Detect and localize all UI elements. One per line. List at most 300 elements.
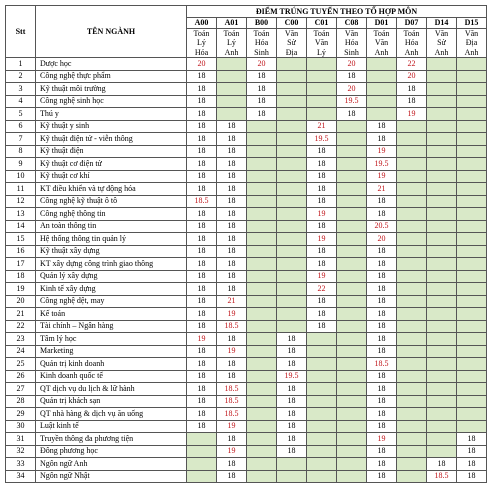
empty-score-cell bbox=[427, 195, 457, 208]
subject-label: Văn bbox=[374, 38, 389, 48]
empty-score-cell bbox=[277, 58, 307, 71]
empty-score-cell bbox=[337, 445, 367, 458]
table-row bbox=[6, 333, 487, 346]
empty-score-cell bbox=[277, 320, 307, 333]
score-cell: 18 bbox=[367, 458, 397, 471]
score-cell: 18 bbox=[217, 245, 247, 258]
empty-score-cell bbox=[247, 370, 277, 383]
score-cell: 18 bbox=[367, 395, 397, 408]
major-name: Công nghệ dệt, may bbox=[36, 295, 187, 308]
empty-score-cell bbox=[277, 258, 307, 271]
score-cell: 18 bbox=[187, 308, 217, 321]
score-cell: 18 bbox=[187, 120, 217, 133]
row-number: 30 bbox=[6, 420, 36, 433]
empty-score-cell bbox=[397, 383, 427, 396]
score-cell: 18 bbox=[307, 245, 337, 258]
score-cell: 18.5 bbox=[217, 383, 247, 396]
combo-subjects-d07 bbox=[397, 29, 427, 58]
empty-score-cell bbox=[277, 208, 307, 221]
table-row bbox=[6, 195, 487, 208]
score-cell: 18 bbox=[217, 233, 247, 246]
score-cell: 18 bbox=[277, 433, 307, 446]
row-number: 22 bbox=[6, 320, 36, 333]
empty-score-cell bbox=[457, 158, 487, 171]
score-cell: 19 bbox=[217, 345, 247, 358]
empty-score-cell bbox=[397, 270, 427, 283]
empty-score-cell bbox=[337, 258, 367, 271]
empty-score-cell bbox=[457, 370, 487, 383]
major-name: Kỹ thuật y sinh bbox=[36, 120, 187, 133]
empty-score-cell bbox=[307, 395, 337, 408]
score-cell: 18 bbox=[457, 470, 487, 483]
score-cell: 18 bbox=[367, 270, 397, 283]
table-row bbox=[6, 58, 487, 71]
empty-score-cell bbox=[247, 458, 277, 471]
score-cell: 18 bbox=[367, 208, 397, 221]
row-number: 17 bbox=[6, 258, 36, 271]
table-row bbox=[6, 270, 487, 283]
empty-score-cell bbox=[277, 70, 307, 83]
empty-score-cell bbox=[337, 158, 367, 171]
score-cell: 18 bbox=[367, 333, 397, 346]
subject-label: Anh bbox=[404, 47, 419, 57]
empty-score-cell bbox=[397, 358, 427, 371]
score-cell: 18 bbox=[277, 420, 307, 433]
row-number: 32 bbox=[6, 445, 36, 458]
empty-score-cell bbox=[397, 233, 427, 246]
table-row bbox=[6, 320, 487, 333]
score-cell: 18 bbox=[217, 433, 247, 446]
subject-label: Anh bbox=[374, 47, 389, 57]
empty-score-cell bbox=[427, 220, 457, 233]
empty-score-cell bbox=[427, 58, 457, 71]
empty-score-cell bbox=[397, 395, 427, 408]
table-row bbox=[6, 220, 487, 233]
row-number: 3 bbox=[6, 83, 36, 96]
empty-score-cell bbox=[427, 145, 457, 158]
score-cell: 18 bbox=[337, 108, 367, 121]
score-cell: 18 bbox=[187, 95, 217, 108]
score-cell: 18 bbox=[277, 345, 307, 358]
empty-score-cell bbox=[277, 83, 307, 96]
empty-score-cell bbox=[277, 220, 307, 233]
empty-score-cell bbox=[277, 120, 307, 133]
table-row bbox=[6, 345, 487, 358]
empty-score-cell bbox=[277, 145, 307, 158]
subject-label: Hóa bbox=[344, 38, 359, 48]
empty-score-cell bbox=[427, 133, 457, 146]
empty-score-cell bbox=[187, 470, 217, 483]
row-number: 11 bbox=[6, 183, 36, 196]
empty-score-cell bbox=[307, 333, 337, 346]
score-cell: 19 bbox=[307, 208, 337, 221]
major-name: Quản trị khách sạn bbox=[36, 395, 187, 408]
row-number: 24 bbox=[6, 345, 36, 358]
empty-score-cell bbox=[397, 158, 427, 171]
empty-score-cell bbox=[427, 233, 457, 246]
table-row bbox=[6, 70, 487, 83]
row-number: 8 bbox=[6, 145, 36, 158]
row-number: 19 bbox=[6, 283, 36, 296]
empty-score-cell bbox=[427, 383, 457, 396]
score-cell: 18 bbox=[307, 183, 337, 196]
empty-score-cell bbox=[277, 183, 307, 196]
empty-score-cell bbox=[457, 170, 487, 183]
combo-subjects-d01 bbox=[367, 29, 397, 58]
empty-score-cell bbox=[247, 170, 277, 183]
empty-score-cell bbox=[457, 258, 487, 271]
empty-score-cell bbox=[427, 83, 457, 96]
score-cell: 19 bbox=[217, 420, 247, 433]
empty-score-cell bbox=[337, 120, 367, 133]
score-cell: 18 bbox=[217, 283, 247, 296]
score-cell: 19.5 bbox=[307, 133, 337, 146]
empty-score-cell bbox=[457, 345, 487, 358]
empty-score-cell bbox=[307, 70, 337, 83]
score-cell: 18 bbox=[187, 283, 217, 296]
empty-score-cell bbox=[247, 320, 277, 333]
score-cell: 18 bbox=[277, 408, 307, 421]
subject-label: Toán bbox=[403, 29, 420, 38]
major-name: Đông phương học bbox=[36, 445, 187, 458]
empty-score-cell bbox=[397, 420, 427, 433]
empty-score-cell bbox=[457, 233, 487, 246]
table-row bbox=[6, 383, 487, 396]
empty-score-cell bbox=[427, 170, 457, 183]
empty-score-cell bbox=[427, 433, 457, 446]
empty-score-cell bbox=[427, 320, 457, 333]
score-cell: 18 bbox=[367, 345, 397, 358]
empty-score-cell bbox=[247, 220, 277, 233]
score-cell: 20 bbox=[397, 70, 427, 83]
score-cell: 18 bbox=[397, 95, 427, 108]
row-number: 16 bbox=[6, 245, 36, 258]
empty-score-cell bbox=[337, 320, 367, 333]
combo-subjects-c01 bbox=[307, 29, 337, 58]
empty-score-cell bbox=[337, 283, 367, 296]
score-cell: 18 bbox=[247, 108, 277, 121]
row-number: 14 bbox=[6, 220, 36, 233]
major-name: Dược học bbox=[36, 58, 187, 71]
empty-score-cell bbox=[247, 158, 277, 171]
row-number: 31 bbox=[6, 433, 36, 446]
empty-score-cell bbox=[307, 458, 337, 471]
combo-code-c00: C00 bbox=[277, 18, 307, 29]
row-number: 29 bbox=[6, 408, 36, 421]
score-cell: 18 bbox=[217, 208, 247, 221]
empty-score-cell bbox=[187, 458, 217, 471]
score-cell: 18 bbox=[217, 258, 247, 271]
empty-score-cell bbox=[367, 95, 397, 108]
score-cell: 18.5 bbox=[217, 408, 247, 421]
score-cell: 18 bbox=[367, 295, 397, 308]
empty-score-cell bbox=[277, 233, 307, 246]
table-row bbox=[6, 408, 487, 421]
empty-score-cell bbox=[307, 108, 337, 121]
major-name: Luật kinh tế bbox=[36, 420, 187, 433]
score-cell: 20 bbox=[337, 58, 367, 71]
empty-score-cell bbox=[307, 95, 337, 108]
empty-score-cell bbox=[397, 445, 427, 458]
score-cell: 18 bbox=[367, 320, 397, 333]
score-cell: 20 bbox=[337, 83, 367, 96]
empty-score-cell bbox=[337, 195, 367, 208]
score-cell: 18 bbox=[187, 183, 217, 196]
empty-score-cell bbox=[397, 433, 427, 446]
table-row bbox=[6, 120, 487, 133]
empty-score-cell bbox=[367, 83, 397, 96]
combo-code-d07: D07 bbox=[397, 18, 427, 29]
empty-score-cell bbox=[367, 70, 397, 83]
score-cell: 22 bbox=[307, 283, 337, 296]
admission-scores-table bbox=[5, 5, 487, 483]
score-cell: 18 bbox=[247, 95, 277, 108]
subject-label: Toán bbox=[193, 29, 210, 38]
combo-subjects-a00 bbox=[187, 29, 217, 58]
subject-label: Văn bbox=[314, 38, 329, 48]
empty-score-cell bbox=[427, 345, 457, 358]
row-number: 23 bbox=[6, 333, 36, 346]
major-name: KT xây dựng công trình giao thông bbox=[36, 258, 187, 271]
empty-score-cell bbox=[337, 233, 367, 246]
empty-score-cell bbox=[397, 320, 427, 333]
empty-score-cell bbox=[397, 470, 427, 483]
empty-score-cell bbox=[427, 95, 457, 108]
empty-score-cell bbox=[427, 208, 457, 221]
empty-score-cell bbox=[247, 408, 277, 421]
empty-score-cell bbox=[397, 308, 427, 321]
empty-score-cell bbox=[337, 295, 367, 308]
table-row bbox=[6, 183, 487, 196]
major-name: Công nghệ thực phẩm bbox=[36, 70, 187, 83]
combo-subjects-b00 bbox=[247, 29, 277, 58]
empty-score-cell bbox=[337, 383, 367, 396]
empty-score-cell bbox=[457, 108, 487, 121]
empty-score-cell bbox=[337, 333, 367, 346]
score-cell: 18 bbox=[217, 170, 247, 183]
score-cell: 18 bbox=[277, 358, 307, 371]
table-row bbox=[6, 308, 487, 321]
major-name: Quản lý xây dựng bbox=[36, 270, 187, 283]
empty-score-cell bbox=[427, 245, 457, 258]
row-number: 7 bbox=[6, 133, 36, 146]
score-cell: 18 bbox=[217, 270, 247, 283]
table-row bbox=[6, 295, 487, 308]
combo-subjects-a01 bbox=[217, 29, 247, 58]
score-cell: 18 bbox=[187, 345, 217, 358]
score-cell: 19 bbox=[307, 270, 337, 283]
major-name: Kinh tế xây dựng bbox=[36, 283, 187, 296]
empty-score-cell bbox=[427, 370, 457, 383]
score-cell: 18 bbox=[217, 195, 247, 208]
score-cell: 18 bbox=[307, 220, 337, 233]
score-cell: 18 bbox=[187, 108, 217, 121]
score-cell: 18 bbox=[457, 433, 487, 446]
table-row bbox=[6, 458, 487, 471]
score-cell: 19 bbox=[397, 108, 427, 121]
empty-score-cell bbox=[307, 433, 337, 446]
empty-score-cell bbox=[337, 133, 367, 146]
empty-score-cell bbox=[457, 58, 487, 71]
score-cell: 18 bbox=[187, 208, 217, 221]
table-row bbox=[6, 395, 487, 408]
empty-score-cell bbox=[457, 383, 487, 396]
major-name: Ngôn ngữ Nhật bbox=[36, 470, 187, 483]
score-cell: 18 bbox=[217, 333, 247, 346]
empty-score-cell bbox=[427, 270, 457, 283]
subject-label: Địa bbox=[465, 38, 478, 48]
score-cell: 18 bbox=[187, 70, 217, 83]
table-row bbox=[6, 445, 487, 458]
major-name: Kế toán bbox=[36, 308, 187, 321]
score-cell: 19 bbox=[217, 445, 247, 458]
empty-score-cell bbox=[337, 183, 367, 196]
empty-score-cell bbox=[247, 258, 277, 271]
subject-label: Sử bbox=[437, 38, 446, 48]
empty-score-cell bbox=[397, 458, 427, 471]
score-cell: 18 bbox=[307, 170, 337, 183]
score-cell: 18 bbox=[307, 145, 337, 158]
table-row bbox=[6, 470, 487, 483]
score-cell: 18 bbox=[187, 233, 217, 246]
table-row bbox=[6, 433, 487, 446]
score-cell: 18 bbox=[307, 295, 337, 308]
empty-score-cell bbox=[427, 120, 457, 133]
subject-label: Hóa bbox=[194, 47, 209, 57]
row-number: 27 bbox=[6, 383, 36, 396]
empty-score-cell bbox=[457, 120, 487, 133]
empty-score-cell bbox=[307, 358, 337, 371]
empty-score-cell bbox=[277, 470, 307, 483]
score-cell: 18 bbox=[427, 458, 457, 471]
combo-subjects-d15 bbox=[457, 29, 487, 58]
table-row bbox=[6, 133, 487, 146]
score-cell: 18 bbox=[187, 370, 217, 383]
subject-label: Hóa bbox=[404, 38, 419, 48]
empty-score-cell bbox=[247, 183, 277, 196]
major-name: Thú y bbox=[36, 108, 187, 121]
empty-score-cell bbox=[247, 445, 277, 458]
empty-score-cell bbox=[427, 395, 457, 408]
score-cell: 22 bbox=[397, 58, 427, 71]
empty-score-cell bbox=[457, 83, 487, 96]
empty-score-cell bbox=[217, 83, 247, 96]
score-cell: 18 bbox=[457, 445, 487, 458]
score-cell: 20.5 bbox=[367, 220, 397, 233]
table-row bbox=[6, 145, 487, 158]
empty-score-cell bbox=[217, 108, 247, 121]
subject-label: Toán bbox=[223, 29, 240, 38]
empty-score-cell bbox=[187, 433, 217, 446]
score-cell: 18 bbox=[367, 470, 397, 483]
empty-score-cell bbox=[367, 58, 397, 71]
major-name: QT dịch vụ du lịch & lữ hành bbox=[36, 383, 187, 396]
score-cell: 18 bbox=[217, 158, 247, 171]
empty-score-cell bbox=[457, 245, 487, 258]
row-number: 25 bbox=[6, 358, 36, 371]
score-cell: 18 bbox=[367, 308, 397, 321]
score-cell: 18 bbox=[187, 420, 217, 433]
empty-score-cell bbox=[427, 158, 457, 171]
empty-score-cell bbox=[217, 58, 247, 71]
combo-code-d01: D01 bbox=[367, 18, 397, 29]
empty-score-cell bbox=[217, 95, 247, 108]
empty-score-cell bbox=[307, 345, 337, 358]
score-cell: 18 bbox=[187, 408, 217, 421]
empty-score-cell bbox=[247, 333, 277, 346]
score-cell: 18 bbox=[187, 320, 217, 333]
score-cell: 18.5 bbox=[187, 195, 217, 208]
empty-score-cell bbox=[427, 358, 457, 371]
empty-score-cell bbox=[427, 308, 457, 321]
empty-score-cell bbox=[397, 170, 427, 183]
combo-code-a01: A01 bbox=[217, 18, 247, 29]
empty-score-cell bbox=[337, 208, 367, 221]
score-cell: 19.5 bbox=[337, 95, 367, 108]
empty-score-cell bbox=[427, 108, 457, 121]
score-cell: 18 bbox=[187, 133, 217, 146]
row-number: 1 bbox=[6, 58, 36, 71]
major-name: Kỹ thuật điện tử - viễn thông bbox=[36, 133, 187, 146]
table-row bbox=[6, 245, 487, 258]
score-cell: 18 bbox=[217, 133, 247, 146]
score-cell: 18 bbox=[187, 395, 217, 408]
score-cell: 19 bbox=[367, 145, 397, 158]
score-cell: 18 bbox=[367, 133, 397, 146]
empty-score-cell bbox=[247, 295, 277, 308]
empty-score-cell bbox=[277, 158, 307, 171]
major-name: Kỹ thuật cơ khí bbox=[36, 170, 187, 183]
empty-score-cell bbox=[427, 183, 457, 196]
empty-score-cell bbox=[397, 370, 427, 383]
subject-label: Văn bbox=[344, 29, 359, 38]
row-number: 5 bbox=[6, 108, 36, 121]
empty-score-cell bbox=[397, 258, 427, 271]
major-name: Kỹ thuật xây dựng bbox=[36, 245, 187, 258]
score-cell: 18 bbox=[217, 183, 247, 196]
empty-score-cell bbox=[457, 195, 487, 208]
score-cell: 18 bbox=[187, 145, 217, 158]
empty-score-cell bbox=[397, 195, 427, 208]
row-number: 33 bbox=[6, 458, 36, 471]
major-name: Tâm lý học bbox=[36, 333, 187, 346]
score-cell: 18 bbox=[367, 420, 397, 433]
table-row bbox=[6, 158, 487, 171]
empty-score-cell bbox=[457, 208, 487, 221]
score-cell: 18 bbox=[367, 195, 397, 208]
subject-label: Anh bbox=[224, 47, 239, 57]
empty-score-cell bbox=[457, 270, 487, 283]
empty-score-cell bbox=[277, 308, 307, 321]
empty-score-cell bbox=[397, 333, 427, 346]
row-number: 4 bbox=[6, 95, 36, 108]
empty-score-cell bbox=[457, 70, 487, 83]
score-cell: 18 bbox=[217, 120, 247, 133]
major-name-header: TÊN NGÀNH bbox=[36, 6, 187, 58]
major-name: Tài chính – Ngân hàng bbox=[36, 320, 187, 333]
empty-score-cell bbox=[247, 433, 277, 446]
empty-score-cell bbox=[247, 470, 277, 483]
empty-score-cell bbox=[247, 358, 277, 371]
score-cell: 18 bbox=[187, 83, 217, 96]
table-row bbox=[6, 283, 487, 296]
row-number: 2 bbox=[6, 70, 36, 83]
score-cell: 18 bbox=[187, 245, 217, 258]
score-cell: 18 bbox=[217, 358, 247, 371]
empty-score-cell bbox=[307, 58, 337, 71]
empty-score-cell bbox=[337, 370, 367, 383]
table-row bbox=[6, 370, 487, 383]
